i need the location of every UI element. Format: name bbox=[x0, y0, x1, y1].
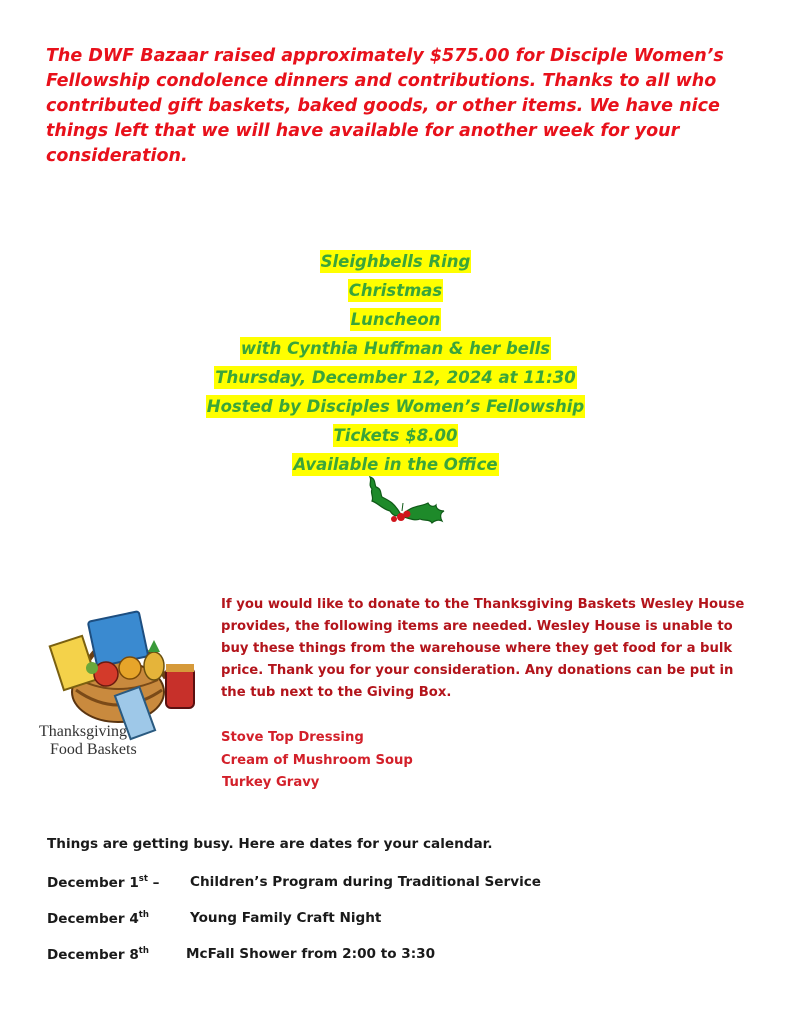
holly-icon bbox=[364, 473, 446, 533]
bazaar-announcement: The DWF Bazaar raised approximately $575.00 for Disciple Women’s Fellowship condolence dinners and contributions. Thanks to all who contributed gift baskets, baked goods, or other items. We have nice things left that we will have available for another week for your consideration. bbox=[46, 46, 724, 166]
luncheon-availability: Available in the Office bbox=[293, 455, 498, 474]
thanksgiving-basket-image bbox=[36, 594, 208, 766]
luncheon-line: Luncheon bbox=[350, 310, 441, 329]
luncheon-date: Thursday, December 12, 2024 at 11:30 bbox=[215, 368, 576, 387]
needed-items-list bbox=[221, 727, 413, 795]
list-item: Turkey Gravy bbox=[222, 775, 320, 790]
luncheon-tickets: Tickets $8.00 bbox=[333, 426, 458, 445]
date-suffix: th bbox=[138, 946, 149, 956]
calendar-event: Children’s Program during Traditional Service bbox=[190, 874, 542, 890]
luncheon-title: Sleighbells Ring bbox=[320, 252, 471, 271]
calendar-item bbox=[47, 946, 436, 963]
calendar-item bbox=[47, 874, 542, 891]
calendar-date: December 8 bbox=[47, 947, 139, 963]
luncheon-performer: with Cynthia Huffman & her bells bbox=[240, 339, 551, 358]
date-suffix: th bbox=[138, 910, 149, 920]
list-item: Cream of Mushroom Soup bbox=[221, 752, 413, 768]
luncheon-line: Christmas bbox=[348, 281, 443, 300]
donation-request: If you would like to donate to the Thanksgiving Baskets Wesley House provides, the following items are needed. Wesley House is unable to buy these things from the warehouse where they get food for a bulk price. Thank you for your consideration. Any donations can be put in the tub next to the Giving Box. bbox=[221, 597, 745, 700]
basket-caption-2: Food Baskets bbox=[50, 741, 137, 758]
basket-caption-1: Thanksgiving bbox=[39, 723, 127, 740]
calendar-item bbox=[47, 910, 382, 927]
calendar-event: McFall Shower from 2:00 to 3:30 bbox=[186, 946, 436, 962]
date-dash: – bbox=[147, 875, 160, 891]
calendar-intro: Things are getting busy. Here are dates for your calendar. bbox=[47, 836, 493, 852]
list-item: Stove Top Dressing bbox=[221, 730, 364, 745]
calendar-date: December 1 bbox=[47, 875, 139, 891]
luncheon-announcement bbox=[0, 247, 791, 479]
calendar-event: Young Family Craft Night bbox=[190, 910, 382, 926]
luncheon-host: Hosted by Disciples Women’s Fellowship bbox=[206, 397, 585, 416]
date-suffix: st bbox=[138, 874, 148, 884]
calendar-date: December 4 bbox=[47, 911, 139, 927]
